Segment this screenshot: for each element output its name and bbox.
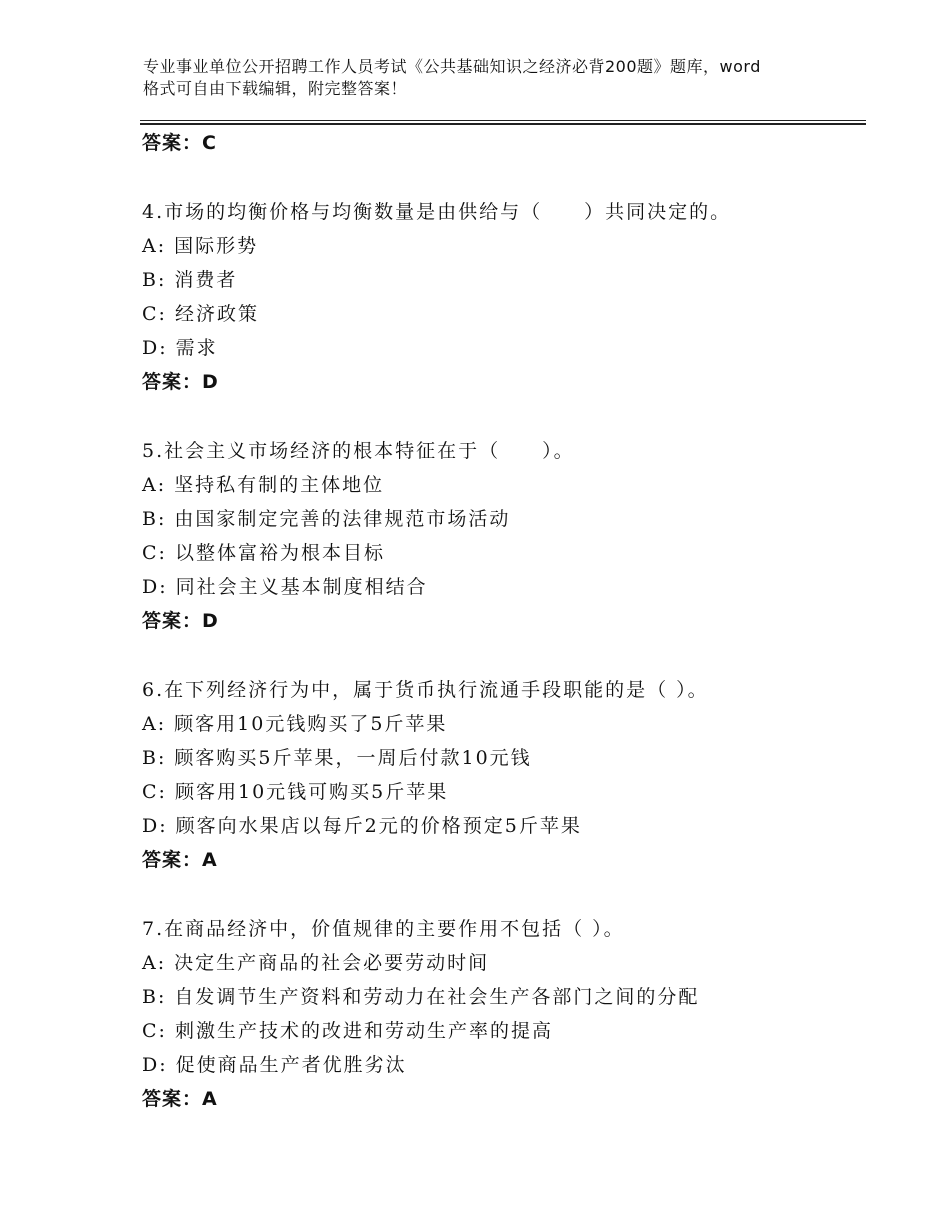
document-header: 专业事业单位公开招聘工作人员考试《公共基础知识之经济必背200题》题库，word格式可自由下载编辑，附完整答案！ bbox=[143, 57, 761, 98]
question-4-option-b: B: 消费者 bbox=[142, 269, 238, 291]
question-6-option-c: C: 顾客用10元钱可购买5斤苹果 bbox=[142, 781, 449, 803]
question-5-option-c: C: 以整体富裕为根本目标 bbox=[142, 542, 385, 564]
question-7-option-c: C: 刺激生产技术的改进和劳动生产率的提高 bbox=[142, 1020, 553, 1042]
answer-q6: 答案：A bbox=[142, 849, 218, 871]
question-7-stem: 7.在商品经济中，价值规律的主要作用不包括（ ）。 bbox=[142, 918, 625, 940]
question-6-option-d: D: 顾客向水果店以每斤2元的价格预定5斤苹果 bbox=[142, 815, 582, 837]
question-6-option-b: B: 顾客购买5斤苹果，一周后付款10元钱 bbox=[142, 747, 532, 769]
question-7-option-d: D: 促使商品生产者优胜劣汰 bbox=[142, 1054, 407, 1076]
answer-q3: 答案：C bbox=[142, 132, 217, 154]
question-4-option-c: C: 经济政策 bbox=[142, 303, 259, 325]
question-4-option-a: A: 国际形势 bbox=[142, 235, 259, 257]
answer-q5: 答案：D bbox=[142, 610, 219, 632]
answer-q4: 答案：D bbox=[142, 371, 219, 393]
question-6-stem: 6.在下列经济行为中，属于货币执行流通手段职能的是（ ）。 bbox=[142, 679, 709, 701]
question-7-option-b: B: 自发调节生产资料和劳动力在社会生产各部门之间的分配 bbox=[142, 986, 700, 1008]
header-rule-thick bbox=[140, 123, 866, 125]
question-7-option-a: A: 决定生产商品的社会必要劳动时间 bbox=[142, 952, 490, 974]
question-4-option-d: D: 需求 bbox=[142, 337, 218, 359]
question-6-option-a: A: 顾客用10元钱购买了5斤苹果 bbox=[142, 713, 448, 735]
question-4-stem: 4.市场的均衡价格与均衡数量是由供给与（ ）共同决定的。 bbox=[142, 201, 732, 223]
header-rule-thin bbox=[140, 120, 866, 121]
question-5-stem: 5.社会主义市场经济的根本特征在于（ ）。 bbox=[142, 440, 575, 462]
question-5-option-d: D: 同社会主义基本制度相结合 bbox=[142, 576, 428, 598]
question-5-option-b: B: 由国家制定完善的法律规范市场活动 bbox=[142, 508, 511, 530]
question-5-option-a: A: 坚持私有制的主体地位 bbox=[142, 474, 385, 496]
answer-q7: 答案：A bbox=[142, 1088, 218, 1110]
